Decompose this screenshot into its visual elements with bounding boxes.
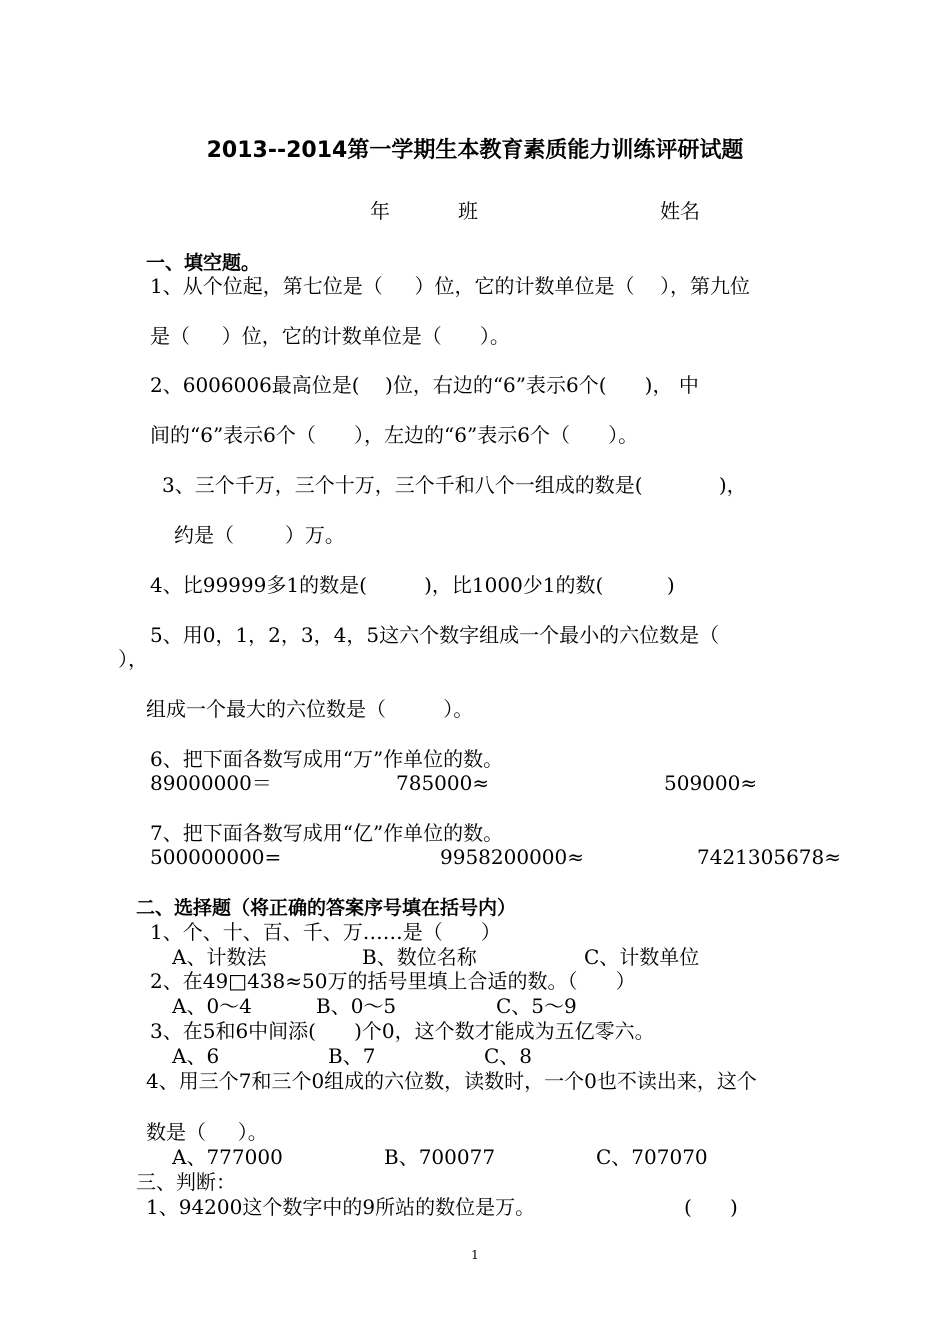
s2-q4-option-c: C、707070 [596, 1145, 708, 1169]
section-1-heading: 一、填空题。 [146, 252, 261, 274]
class-label: 班 [458, 199, 478, 223]
section-2-heading: 二、选择题（将正确的答案序号填在括号内） [136, 897, 517, 919]
s2-q4-line2: 数是（ ）。 [146, 1120, 268, 1144]
s2-q1-option-a: A、计数法 [172, 945, 267, 969]
s2-q3-option-c: C、8 [484, 1044, 533, 1068]
s2-q4-option-b: B、700077 [384, 1145, 496, 1169]
s3-q1: 1、94200这个数字中的9所站的数位是万。 [146, 1195, 536, 1219]
s2-q2-option-a: A、0～4 [172, 994, 252, 1018]
s2-q3-option-a: A、6 [172, 1044, 220, 1068]
s2-q1: 1、个、十、百、千、万……是（ ） [150, 920, 501, 944]
s1-q6-item2: 785000≈ [396, 771, 490, 795]
s1-q2-line1: 2、6006006最高位是( )位，右边的“6”表示6个( )， 中 [150, 373, 699, 397]
s2-q2: 2、在49□438≈50万的括号里填上合适的数。（ ） [150, 969, 636, 993]
s1-q7-item3: 7421305678≈ [697, 845, 842, 869]
s1-q5-line2: 组成一个最大的六位数是（ ）。 [146, 697, 474, 721]
page-number: 1 [471, 1248, 479, 1262]
s1-q1-line2: 是（ ）位，它的计数单位是（ ）。 [150, 324, 510, 348]
s3-q1-answer-blank: ( ) [684, 1195, 738, 1219]
s2-q2-option-c: C、5～9 [496, 994, 577, 1018]
s1-q7: 7、把下面各数写成用“亿”作单位的数。 [150, 821, 504, 845]
s2-q1-option-c: C、计数单位 [584, 945, 700, 969]
s1-q7-item1: 500000000= [150, 845, 282, 869]
s2-q1-option-b: B、数位名称 [362, 945, 477, 969]
s1-q5-wrap: ）， [118, 647, 148, 671]
s1-q4: 4、比99999多1的数是( )，比1000少1的数( ) [150, 573, 675, 597]
s1-q3-line2: 约是（ ）万。 [174, 523, 345, 547]
s2-q4-option-a: A、777000 [172, 1145, 283, 1169]
page-title: 2013--2014第一学期生本教育素质能力训练评研试题 [206, 138, 744, 163]
s1-q1-line1: 1、从个位起，第七位是（ ）位，它的计数单位是（ ），第九位 [150, 274, 750, 298]
s1-q2-line2: 间的“6”表示6个（ ），左边的“6”表示6个（ ）。 [150, 423, 639, 447]
s2-q3-option-b: B、7 [328, 1044, 376, 1068]
s1-q7-item2: 9958200000≈ [440, 845, 585, 869]
s1-q6-item1: 89000000＝ [150, 771, 272, 795]
s1-q5-line1: 5、用0，1，2，3，4，5这六个数字组成一个最小的六位数是（ [150, 623, 720, 647]
section-3-heading: 三、判断： [136, 1170, 236, 1194]
s1-q6-item3: 509000≈ [664, 771, 758, 795]
s2-q3: 3、在5和6中间添( )个0，这个数才能成为五亿零六。 [150, 1019, 655, 1043]
s1-q6: 6、把下面各数写成用“万”作单位的数。 [150, 747, 504, 771]
grade-label: 年 [370, 199, 390, 223]
s2-q2-option-b: B、0～5 [316, 994, 397, 1018]
s2-q4-line1: 4、用三个7和三个0组成的六位数，读数时，一个0也不读出来，这个 [146, 1069, 757, 1093]
name-label: 姓名 [660, 199, 700, 223]
s1-q3-line1: 3、三个千万，三个十万，三个千和八个一组成的数是( )， [162, 473, 747, 497]
